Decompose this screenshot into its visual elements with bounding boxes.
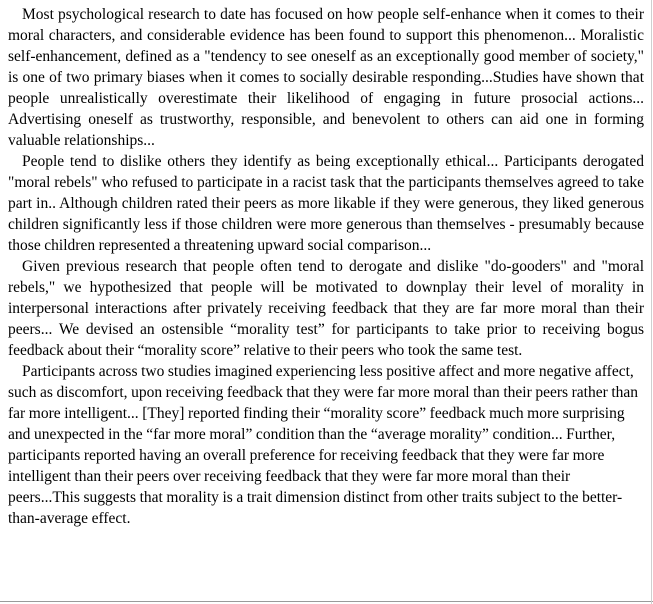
document-body xyxy=(8,4,644,529)
paragraph-findings: Participants across two studies imagined experiencing less positive affect and more negative affect, such as discomfort, upon receiving feedback that they were far more moral than their peers rather than far more intelligent... [They] reported finding their “morality score” feedback much more surprising and unexpected in the “far more moral” condition than the “average morality” condition... Further, participants reported having an overall preference for receiving feedback that they were far more intelligent than their peers over receiving feedback that they were far more moral than their peers...This suggests that morality is a trait dimension distinct from other traits subject to the better-than-average effect. xyxy=(8,363,639,527)
paragraph-moral-self-enhancement: Most psychological research to date has focused on how people self-enhance when it comes to their moral characters, and considerable evidence has been found to support this phenomenon... Moralistic self-enhancement, defined as a "tendency to see oneself as an exceptionally good member of society," is one of two primary biases when it comes to socially desirable responding...Studies have shown that people unrealistically overestimate their likelihood of engaging in future prosocial actions... Advertising oneself as trustworthy, responsible, and benevolent to others can aid one in forming valuable relationships... xyxy=(8,6,644,149)
right-border xyxy=(651,0,652,604)
bottom-border xyxy=(0,601,653,602)
paragraph-dislike-ethical-others: People tend to dislike others they identify as being exceptionally ethical... Participants derogated "moral rebels" who refused to participate in a racist task that the participants themselves agreed to take part in.. Although children rated their peers as more likable if they were generous, they liked generous children significantly less if those children were more generous than themselves - presumably because those children represented a threatening upward social comparison... xyxy=(8,153,644,254)
paragraph-hypothesis: Given previous research that people often tend to derogate and dislike "do-gooders" and "moral rebels," we hypothesized that people will be motivated to downplay their level of morality in interpersonal interactions after privately receiving feedback that they are far more moral than their peers... We devised an ostensible “morality test” for participants to take prior to receiving bogus feedback about their “morality score” relative to their peers who took the same test. xyxy=(8,258,644,359)
